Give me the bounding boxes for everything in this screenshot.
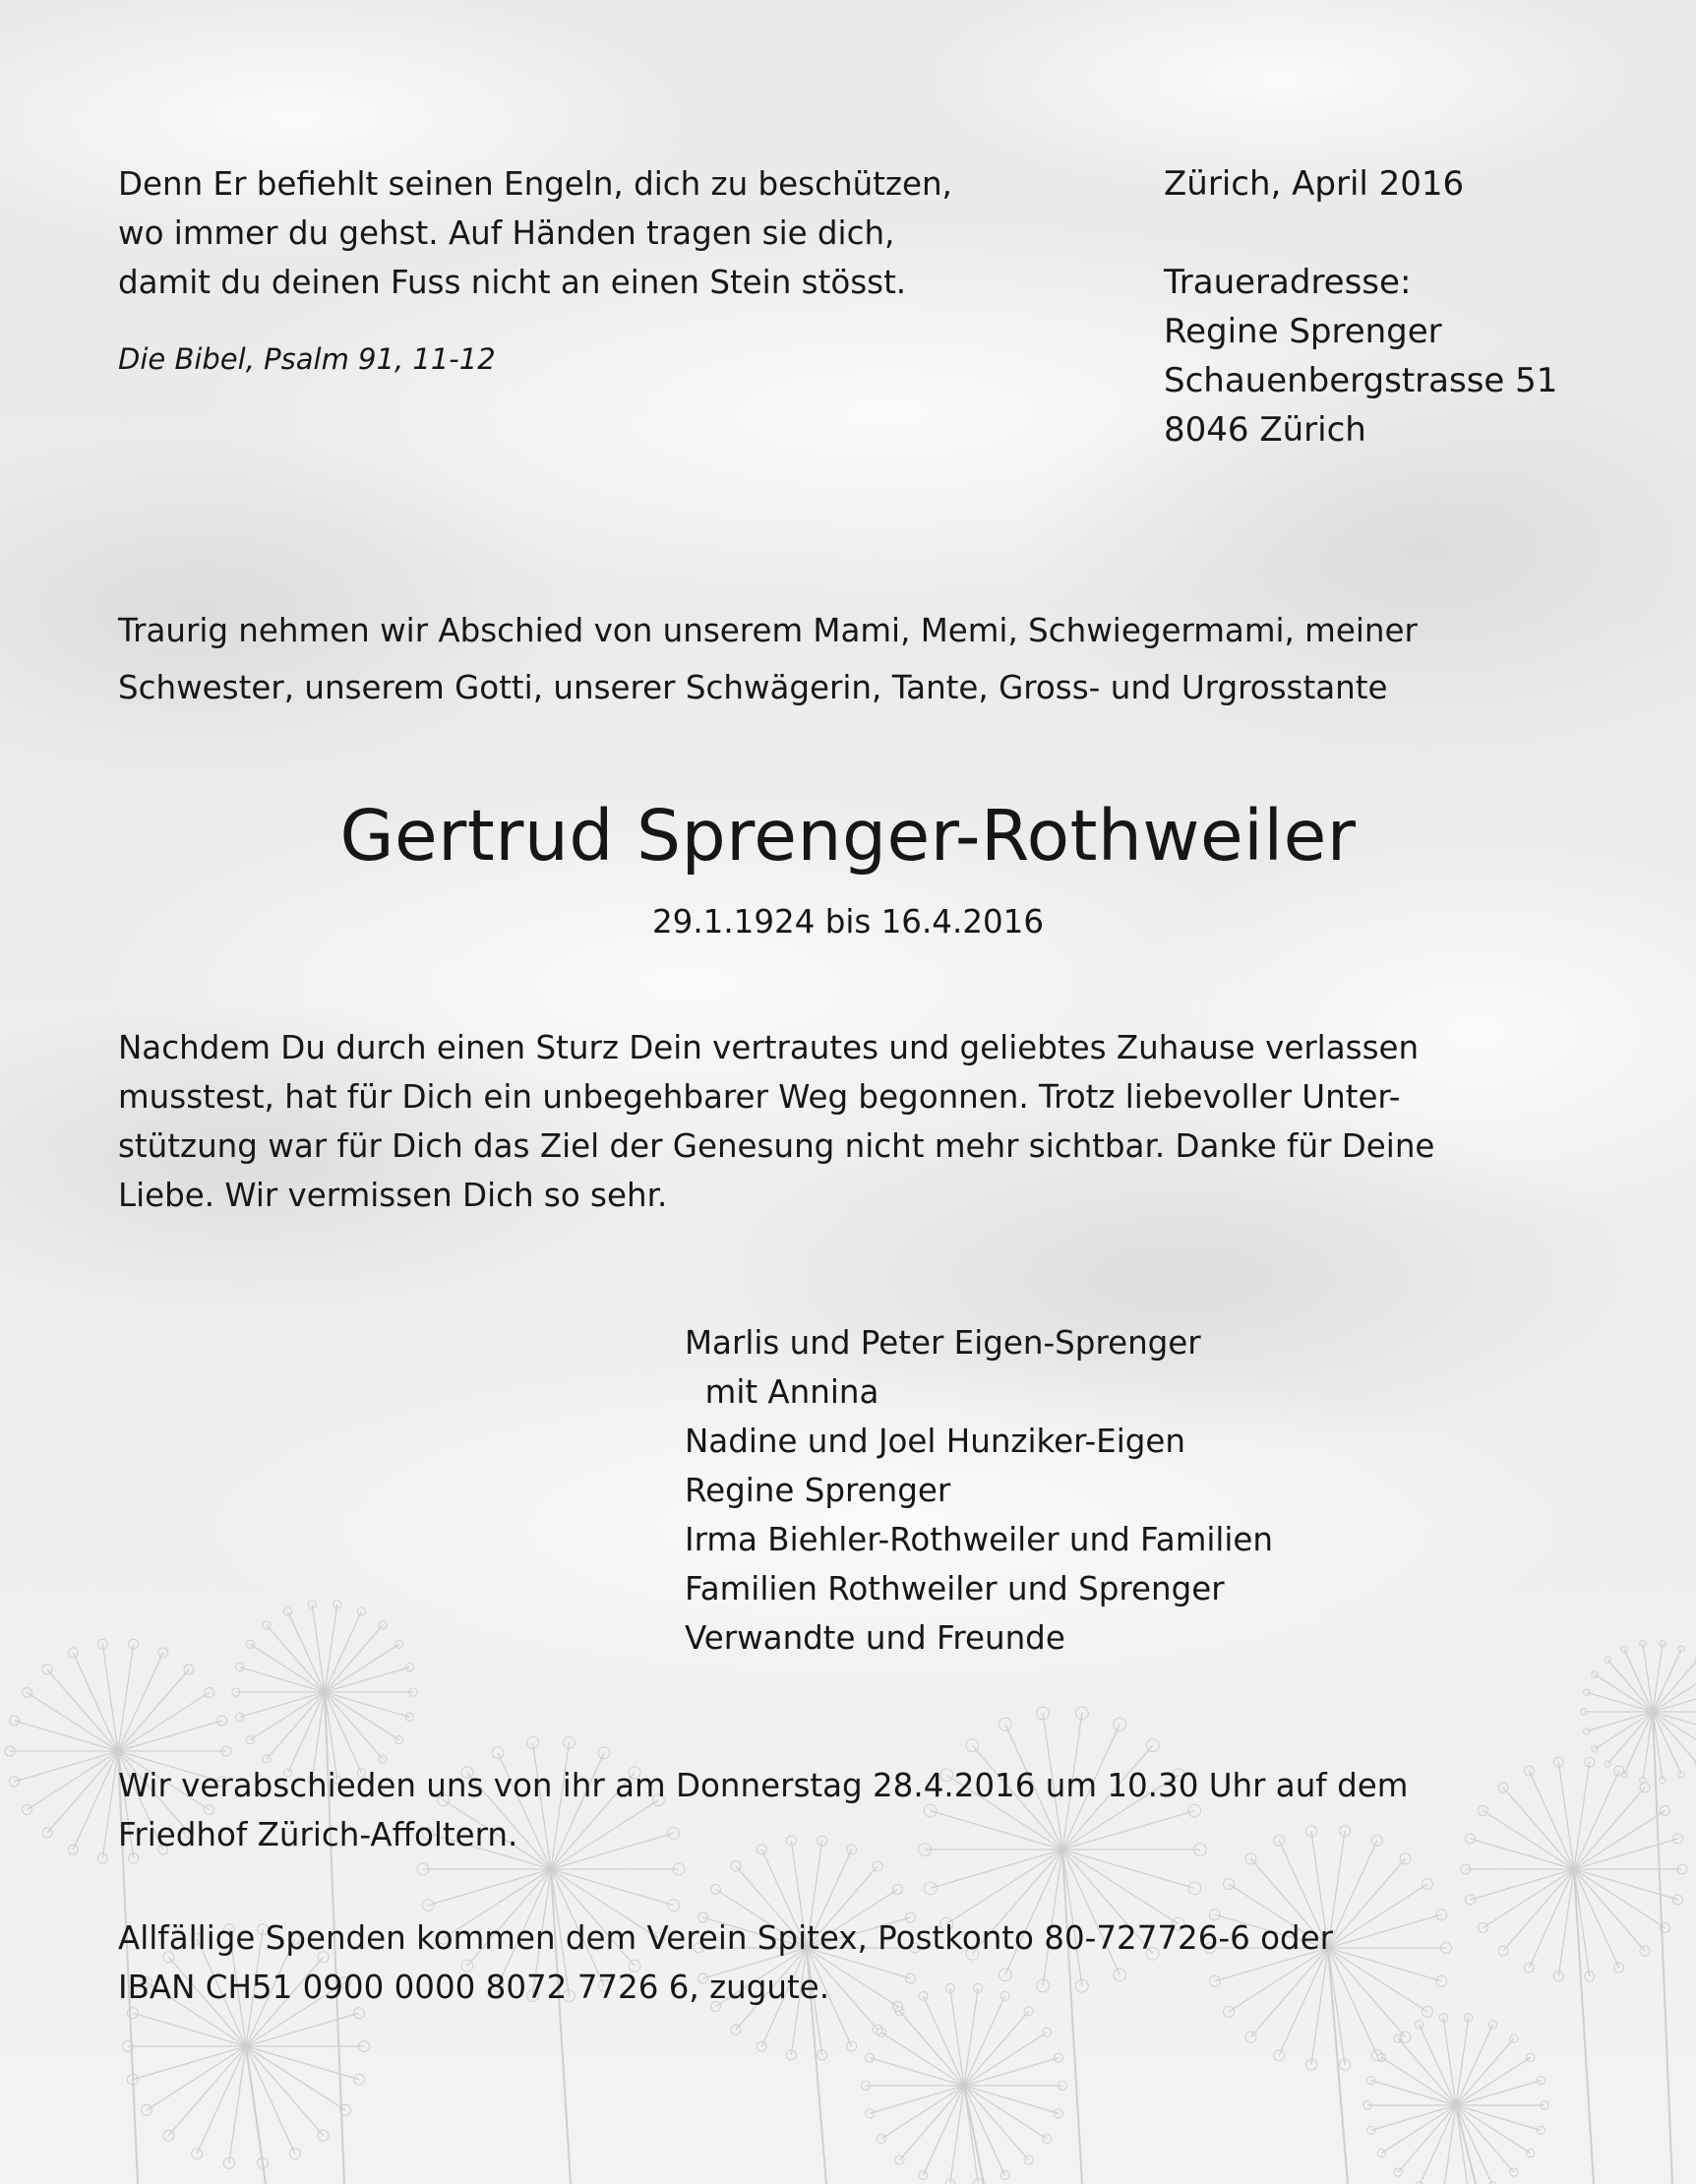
place-date-and-address	[1164, 159, 1557, 455]
address-line: Regine Sprenger	[1164, 312, 1442, 351]
mourner-entry: mit Annina	[685, 1373, 879, 1411]
message-line: Liebe. Wir vermissen Dich so sehr.	[118, 1177, 668, 1214]
life-dates: 29.1.1924 bis 16.4.2016	[651, 903, 1045, 940]
deceased-name: Gertrud Sprenger-Rothweiler	[339, 795, 1357, 877]
place-date: Zürich, April 2016	[1164, 164, 1465, 204]
mourner-entry: Nadine und Joel Hunziker-Eigen	[685, 1423, 1185, 1460]
psalm-line: Denn Er befiehlt seinen Engeln, dich zu beschützen,	[118, 165, 952, 203]
address-line: 8046 Zürich	[1164, 410, 1366, 450]
message-line: stützung war für Dich das Ziel der Genesung nicht mehr sichtbar. Danke für Deine	[118, 1127, 1435, 1165]
address-line: Schauenbergstrasse 51	[1164, 361, 1558, 400]
psalm-quote	[118, 159, 952, 307]
farewell-intro	[118, 602, 1418, 716]
mourner-entry: Regine Sprenger	[685, 1472, 951, 1509]
psalm-line: wo immer du gehst. Auf Händen tragen sie dich,	[118, 214, 895, 252]
personal-message	[118, 1023, 1434, 1220]
message-line: Nachdem Du durch einen Sturz Dein vertrautes und geliebtes Zuhause verlassen	[118, 1029, 1420, 1066]
service-line: Friedhof Zürich-Affoltern.	[118, 1816, 518, 1853]
mourner-entry: Irma Biehler-Rothweiler und Familien	[685, 1521, 1274, 1558]
mourner-entry: Familien Rothweiler und Sprenger	[685, 1570, 1225, 1608]
psalm-citation: Die Bibel, Psalm 91, 11-12	[118, 342, 496, 376]
spacer	[1164, 209, 1557, 258]
donation-line: Allfällige Spenden kommen dem Verein Spitex, Postkonto 80-727726-6 oder	[118, 1919, 1334, 1957]
address-label: Traueradresse:	[1164, 263, 1412, 302]
psalm-line: damit du deinen Fuss nicht an einen Stein stösst.	[118, 264, 907, 301]
mourner-entry: Marlis und Peter Eigen-Sprenger	[685, 1324, 1201, 1362]
donation-info	[118, 1913, 1333, 2012]
service-line: Wir verabschieden uns von ihr am Donnerstag 28.4.2016 um 10.30 Uhr auf dem	[118, 1767, 1409, 1804]
mourner-entry: Verwandte und Freunde	[685, 1619, 1065, 1657]
mourners-list	[685, 1318, 1273, 1663]
intro-line: Traurig nehmen wir Abschied von unserem Mami, Memi, Schwiegermami, meiner	[118, 612, 1418, 649]
funeral-service-info	[118, 1761, 1408, 1859]
intro-line: Schwester, unserem Gotti, unserer Schwägerin, Tante, Gross- und Urgrosstante	[118, 669, 1388, 706]
donation-line: IBAN CH51 0900 0000 8072 7726 6, zugute.	[118, 1969, 830, 2006]
message-line: musstest, hat für Dich ein unbegehbarer Weg begonnen. Trotz liebevoller Unter-	[118, 1078, 1401, 1116]
